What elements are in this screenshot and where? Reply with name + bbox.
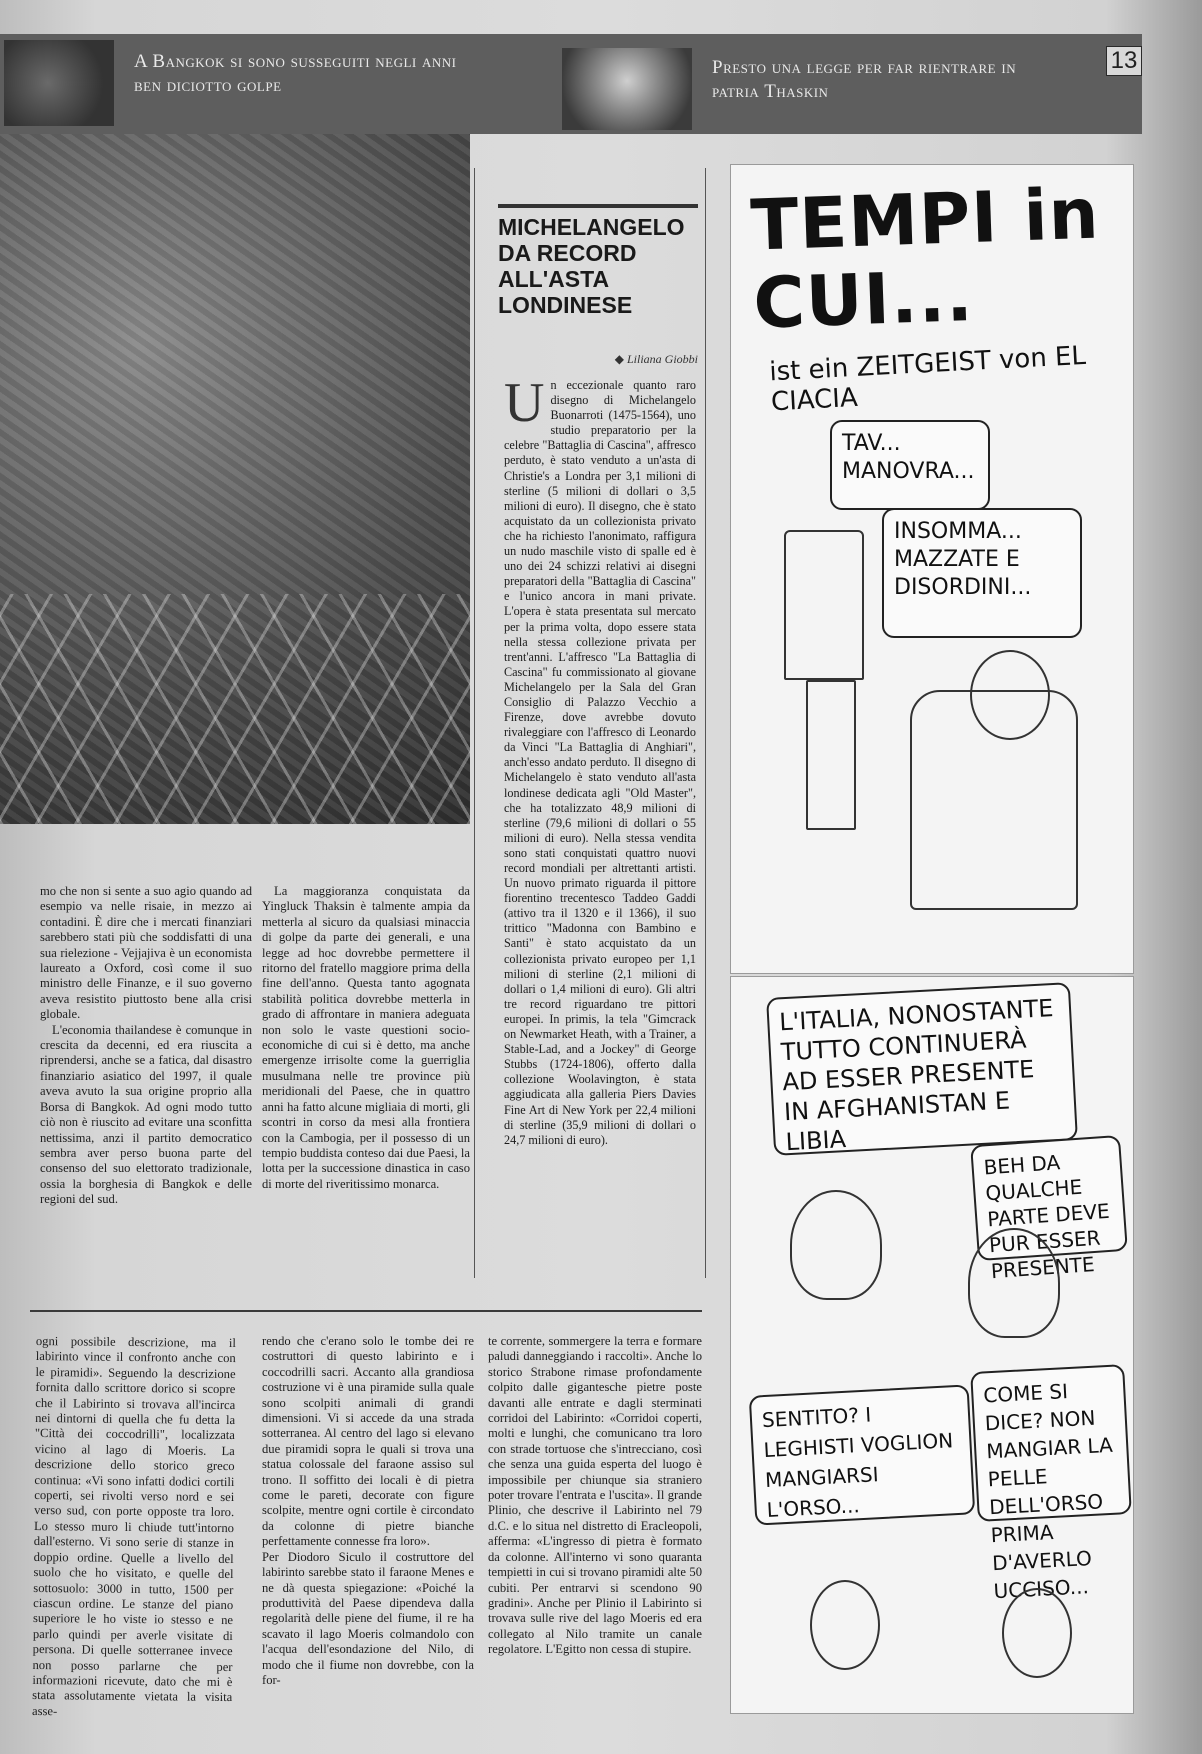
speech-bubble-tav: TAV... MANOVRA... [830, 420, 990, 510]
dropcap: U [504, 372, 545, 434]
character-head-sketch [1002, 1588, 1072, 1678]
crowd-rally-photo [0, 134, 470, 824]
speech-bubble-presente: BEH DA QUALCHE PARTE DEVE PUR ESSER PRESENTE [970, 1135, 1128, 1261]
cartoon-subtitle: ist ein ZEITGEIST von EL CIACIA [768, 340, 1087, 418]
viewer-head-sketch [970, 650, 1050, 740]
header-left-photo [4, 40, 114, 126]
paragraph: L'economia thailandese è comunque in crescita da decenni, ed era riuscita a riprendersi, anche se a fatica, dal disastro finanziario asiatico del 1997, il quale aveva avuto la sua origine proprio alla Borsa di Bangkok. Ad ogni modo tutto ciò non è riuscito ad evitare una sconfitta nettissima, anzi il partito democratico sembra aver perso buona parte del consenso del suo elettorato tradizionale, ossia la borghesia di Bangkok e delle regioni del sud. [40, 1022, 252, 1207]
thaksin-portrait-photo [562, 48, 692, 130]
bottom-article-column-3: te corrente, sommergere la terra e formare paludi danneggiando i raccolti». Anche lo storico Strabone rimase profondamente colpito dalle gigantesche pietre poste davanti alle entrate e dagli sterminati corridoi del Labirinto: «Corridoi coperti, molti e lunghi, che comunicano tra loro con strade tortuose che s'intrecciano, così che senza una guida esperta del luogo è impossibile per chiunque sia straniero poter trovare l'entrata e l'uscita». Il grande Plinio, che descrive il Labirinto nel 79 d.C. e lo situa nel distretto di Eracleopoli, afferma: «L'ingresso di pietra è formato da colonne. All'interno vi sono quaranta tempietti in cui si trovano piramidi alte 50 cubiti. Per entrarvi si scendono 90 gradini». Anche per Plinio il Labirinto si trovava sulle rive del lago Moeris ed era collegato al Nilo tramite un canale regolatore. L'Egitto non cessa di stupire. [488, 1334, 702, 1657]
left-article-column-2 [262, 884, 470, 1192]
paragraph: mo che non si sente a suo agio quando ad esempio va nelle risaie, in mezzo ai contadini. È dire che i mercati finanziari sarebbero stati più che soddisfatti di una sua rielezione - Vejjajiva è un economista laureato a Oxford, così come il suo ministro delle Finanze, e il suo governo aveva resistito piuttosto bene alla crisi globale. [40, 884, 252, 1022]
speech-bubble-italia: L'ITALIA, NONOSTANTE TUTTO CONTINUERÀ AD ESSER PRESENTE IN AFGHANISTAN E LIBIA [766, 982, 1078, 1156]
character-head-sketch [968, 1228, 1060, 1338]
bottom-article-column-2: rendo che c'erano solo le tombe dei re costruttori di questo labirinto e i coccodrilli sacri. Accanto alla grandiosa costruzione vi è una piramide sulla quale sono scolpiti animali di grandi dimensioni. Vi si accede da una strada sotterranea. Al centro del lago si elevano due piramidi sopra le quali si trova una statua colossale del faraone assiso sul trono. Il soffitto dei locali è di pietra come le pareti, decorate con figure scolpite, mentre ogni cortile è circondato da colonne di pietre bianche perfettamente connesse fra loro». Per Diodoro Siculo il costruttore del labirinto sarebbe stato il faraone Menes e ne dà questa spiegazione: «Poiché la produttività del Paese dipendeva dalla regolarità delle piene del fiume, il re ha scavato il lago Moeris colmandolo con l'acqua dell'esondazione del Nilo, di modo che il fiume non dovrebbe, con la for- [262, 1334, 474, 1687]
sidebar-article-title: MICHELANGELO DA RECORD ALL'ASTA LONDINESE [498, 204, 698, 318]
left-article-column-1 [40, 884, 252, 1208]
tv-sketch [784, 530, 864, 680]
sidebar-article-text: n eccezionale quanto raro disegno di Michelangelo Buonarroti (1475-1564), uno studio preparatorio per la celebre "Battaglia di Cascina", affresco perduto, è stato venduto a un'asta di Christie's a Londra per 3,1 milioni di sterline (5 milioni di dollari o 3,5 milioni di euro). Il disegno, che è stato acquistato da un collezionista privato che ha richiesto l'anonimato, raffigura un nudo maschile visto di spalle ed è uno dei 24 schizzi relativi ai disegni preparatori della "Battaglia di Cascina" e l'unico ancora in mani private. L'opera è stata presentata sul mercato per la prima volta, dopo essere stata nella stessa collezione privata per trent'anni. L'affresco "La Battaglia di Cascina" fu commissionato al giovane Michelangelo per la Sala del Gran Consiglio di Palazzo Vecchio a Firenze, dove avrebbe dovuto rivaleggiare con l'affresco di Leonardo da Vinci "La Battaglia di Anghiari", anch'esso andato perduto. Il disegno di Michelangelo è stato venduto all'asta londinese dedicata agli "Old Master", che ha totalizzato 48,9 milioni di sterline (79,6 milioni di dollari o 55 milioni di euro). Nella stessa vendita sono stati conquistati quattro nuovi record mondiali per altrettanti artisti. Un nuovo primato riguarda il pittore fiorentino trecentesco Taddeo Gaddi (attivo tra il 1320 e il 1366), il suo trittico "Madonna con Bambino e Santi" è stato acquistato da un collezionista privato europeo per 1,1 milioni di sterline (2,1 milioni di dollari o 1,4 milioni di euro). Gli altri tre record riguardano tre pittori europei. In primis, la tela "Gimcrack on Newmarket Heath, with a Trainer, a Stable-Lad, and a Jockey" di George Stubbs (1724-1806), offerto dalla collezione Woolavington, è stata aggiudicata alla galleria Piers Davies Fine Art di New York per 22,4 milioni di sterline (35,9 milioni di dollari o 24,7 milioni di euro). [504, 378, 696, 1147]
character-head-sketch [790, 1190, 882, 1300]
paragraph: La maggioranza conquistata da Yingluck Thaksin è talmente ampia da metterla al sicuro da qualsiasi minaccia di golpe da parte dei generali, e una legge ad hoc dovrebbe permettere il ritorno del fratello maggiore prima della fine dell'anno. Questa tanto agognata stabilità politica dovrebbe metterla in grado di affrontare in maniera adeguata non solo le vaste questioni socio-economiche di cui si è detto, ma anche emergenze irrisolte come la guerriglia musulmana nelle tre province più meridionali del Paese, che in quattro anni ha fatto alcune migliaia di morti, gli scontri in corso da mesi alla frontiera con la Cambogia, per il possesso di un tempio buddista conteso dai due Paesi, la lotta per la successione dinastica in caso di morte del riveritissimo monarca. [262, 884, 470, 1191]
sidebar-article-body [504, 372, 696, 1148]
crowd-barrier [0, 594, 470, 824]
header-right-headline: Presto una legge per far rientrare in patria Thaskin [712, 57, 1017, 102]
section-divider [30, 1310, 702, 1312]
header-left-headline: A Bangkok si sono susseguiti negli anni ben diciotto golpe [134, 51, 457, 96]
tv-stand-sketch [806, 680, 856, 830]
sidebar-article-byline: ◆ Liliana Giobbi [614, 352, 698, 366]
bottom-article-column-1: ogni possibile descrizione, ma il labirinto vince il confronto anche con le piramidi». Seguendo la descrizione fornita dallo scrittore dorico si scopre che il Labirinto si trovava all'incirca nei dintorni di quella che fu detta la "Città dei coccodrilli", localizzata vicino al lago di Moeris. La descrizione dello storico greco continua: «Vi sono infatti dodici cortili coperti, sei rivolti verso nord e sei verso sud, con porte opposte tra loro. Lo stesso muro li chiude tutt'intorno dall'esterno. Vi sono serie di stanze in doppio ordine. Quelle a livello del suolo che ho visitato, e quelle del sottosuolo: 3000 in tutto, 1500 per ciascun ordine. Le stanze del piano superiore le ho viste io stesso e ne parlo quindi per averle visitate di persona. Di quelle sotterranee invece non posso parlarne che per informazioni ricevute, dato che mi è stata assolutamente vietata la visita asse- [31, 1334, 236, 1718]
cartoon-title: TEMPI in CUI... [749, 172, 1101, 345]
speech-bubble-orso: COME SI DICE? NON MANGIAR LA PELLE DELL'ORSO PRIMA D'AVERLO UCCISO... [970, 1364, 1132, 1522]
speech-bubble-leghisti: SENTITO? I LEGHISTI VOGLION MANGIARSI L'ORSO... [749, 1384, 976, 1525]
page-number: 13 [1106, 46, 1142, 76]
speech-bubble-mazzate: INSOMMA... MAZZATE E DISORDINI... [882, 508, 1082, 638]
character-head-sketch [810, 1580, 880, 1670]
